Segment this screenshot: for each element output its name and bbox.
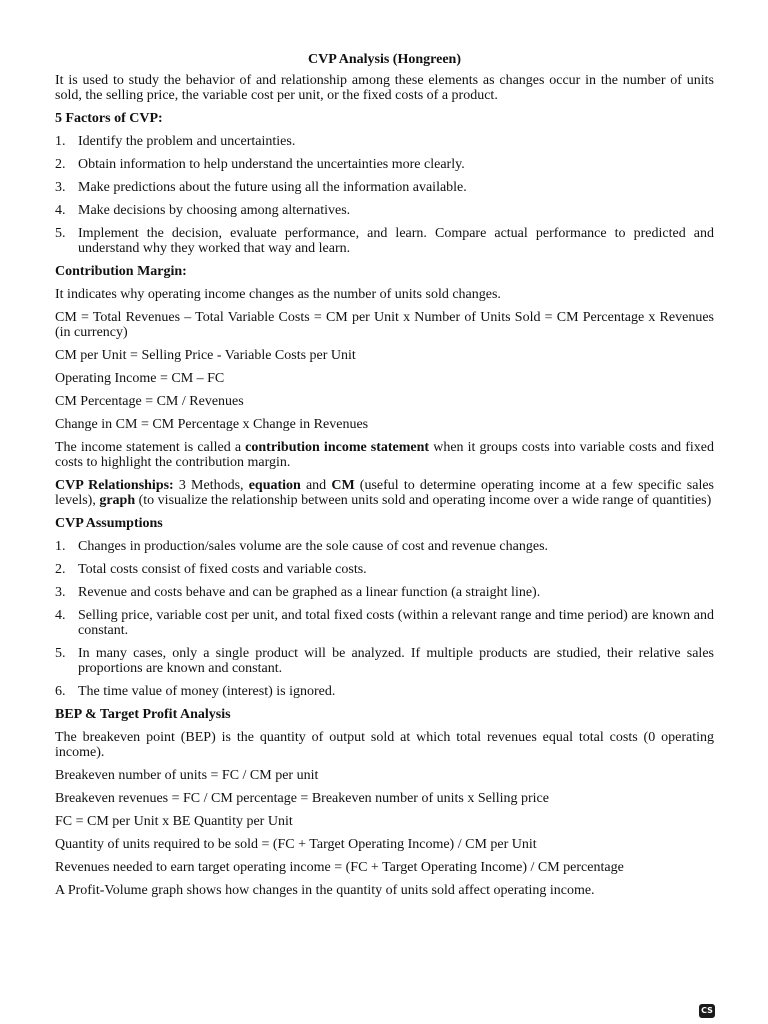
list-item	[55, 608, 714, 638]
list-item-text: Changes in production/sales volume are the sole cause of cost and revenue changes.	[78, 539, 549, 554]
relationships-bold-term: CM	[331, 478, 355, 493]
relationships-bold-term: equation	[248, 478, 301, 493]
list-number: 1.	[55, 134, 66, 149]
list-item-text: Implement the decision, evaluate performance, and learn. Compare actual performance to predicted and understand why they worked that way and learn.	[78, 226, 714, 256]
list-number: 3.	[55, 585, 66, 600]
relationships-text: and	[300, 478, 332, 493]
list-number: 4.	[55, 203, 66, 218]
list-item-text: Make predictions about the future using all the information available.	[78, 180, 467, 195]
list-number: 6.	[55, 684, 66, 699]
breakeven-revenues-formula: Breakeven revenues = FC / CM percentage = Breakeven number of units x Selling price	[55, 791, 549, 806]
list-item-text: Obtain information to help understand the uncertainties more clearly.	[78, 157, 465, 172]
cm-line: It indicates why operating income changes as the number of units sold changes.	[55, 287, 501, 302]
relationships-bold-term: graph	[99, 493, 136, 508]
list-item-text: Selling price, variable cost per unit, and total fixed costs (within a relevant range and time period) are known and constant.	[78, 608, 714, 638]
list-number: 2.	[55, 562, 66, 577]
change-in-cm-formula: Change in CM = CM Percentage x Change in Revenues	[55, 417, 369, 432]
list-item	[55, 684, 714, 699]
list-item	[55, 562, 714, 577]
assumptions-list	[55, 539, 714, 699]
list-item	[55, 539, 714, 554]
list-number: 2.	[55, 157, 66, 172]
list-item	[55, 180, 714, 195]
list-number: 4.	[55, 608, 66, 623]
income-statement-paragraph	[55, 440, 714, 470]
intro-paragraph: It is used to study the behavior of and relationship among these elements as changes occur in the number of units sold, the selling price, the variable cost per unit, or the fixed costs of a product.	[55, 73, 714, 103]
list-item	[55, 646, 714, 676]
document-page	[55, 52, 714, 906]
relationships-text: (to visualize the relationship between units sold and operating income over a wide range of quantities)	[135, 493, 712, 508]
list-number: 1.	[55, 539, 66, 554]
list-item-text: Identify the problem and uncertainties.	[78, 134, 296, 149]
list-item-text: Make decisions by choosing among alternatives.	[78, 203, 351, 218]
cm-percentage-formula: CM Percentage = CM / Revenues	[55, 394, 244, 409]
relationships-label: CVP Relationships:	[55, 478, 174, 493]
list-item-text: Total costs consist of fixed costs and variable costs.	[78, 562, 367, 577]
breakeven-units-formula: Breakeven number of units = FC / CM per unit	[55, 768, 319, 783]
list-item	[55, 226, 714, 256]
statement-bold-term: contribution income statement	[245, 440, 430, 455]
contribution-margin-heading: Contribution Margin:	[55, 264, 187, 279]
list-item-text: In many cases, only a single product will be analyzed. If multiple products are studied, their relative sales proportions are known and constant.	[78, 646, 714, 676]
statement-text: when it groups costs into variable costs and fixed costs to highlight the contribution margin.	[55, 440, 715, 470]
camscanner-logo-icon: CS	[699, 1004, 715, 1018]
relationships-text: (useful to determine operating income at a few specific sales levels),	[55, 478, 715, 508]
factors-list	[55, 134, 714, 256]
page-title: CVP Analysis (Hongreen)	[308, 52, 461, 67]
list-item-text: Revenue and costs behave and can be graphed as a linear function (a straight line).	[78, 585, 541, 600]
bep-heading: BEP & Target Profit Analysis	[55, 707, 231, 722]
factors-heading: 5 Factors of CVP:	[55, 111, 163, 126]
cvp-relationships-paragraph	[55, 478, 714, 508]
list-number: 5.	[55, 226, 66, 241]
profit-volume-graph-note: A Profit-Volume graph shows how changes in the quantity of units sold affect operating income.	[55, 883, 595, 898]
statement-text: The income statement is called a	[55, 440, 246, 455]
target-units-formula: Quantity of units required to be sold = (FC + Target Operating Income) / CM per Unit	[55, 837, 537, 852]
operating-income-formula: Operating Income = CM – FC	[55, 371, 225, 386]
list-item	[55, 134, 714, 149]
cm-formula: CM = Total Revenues – Total Variable Costs = CM per Unit x Number of Units Sold = CM Percentage x Revenues (in currency)	[55, 310, 714, 340]
bep-definition: The breakeven point (BEP) is the quantity of output sold at which total revenues equal total costs (0 operating income).	[55, 730, 714, 760]
list-number: 3.	[55, 180, 66, 195]
list-item-text: The time value of money (interest) is ignored.	[78, 684, 336, 699]
list-number: 5.	[55, 646, 66, 661]
assumptions-heading: CVP Assumptions	[55, 516, 163, 531]
list-item	[55, 203, 714, 218]
relationships-text: 3 Methods,	[173, 478, 249, 493]
cm-per-unit-formula: CM per Unit = Selling Price - Variable Costs per Unit	[55, 348, 356, 363]
list-item	[55, 585, 714, 600]
target-revenues-formula: Revenues needed to earn target operating income = (FC + Target Operating Income) / CM percentage	[55, 860, 624, 875]
list-item	[55, 157, 714, 172]
fc-formula: FC = CM per Unit x BE Quantity per Unit	[55, 814, 293, 829]
